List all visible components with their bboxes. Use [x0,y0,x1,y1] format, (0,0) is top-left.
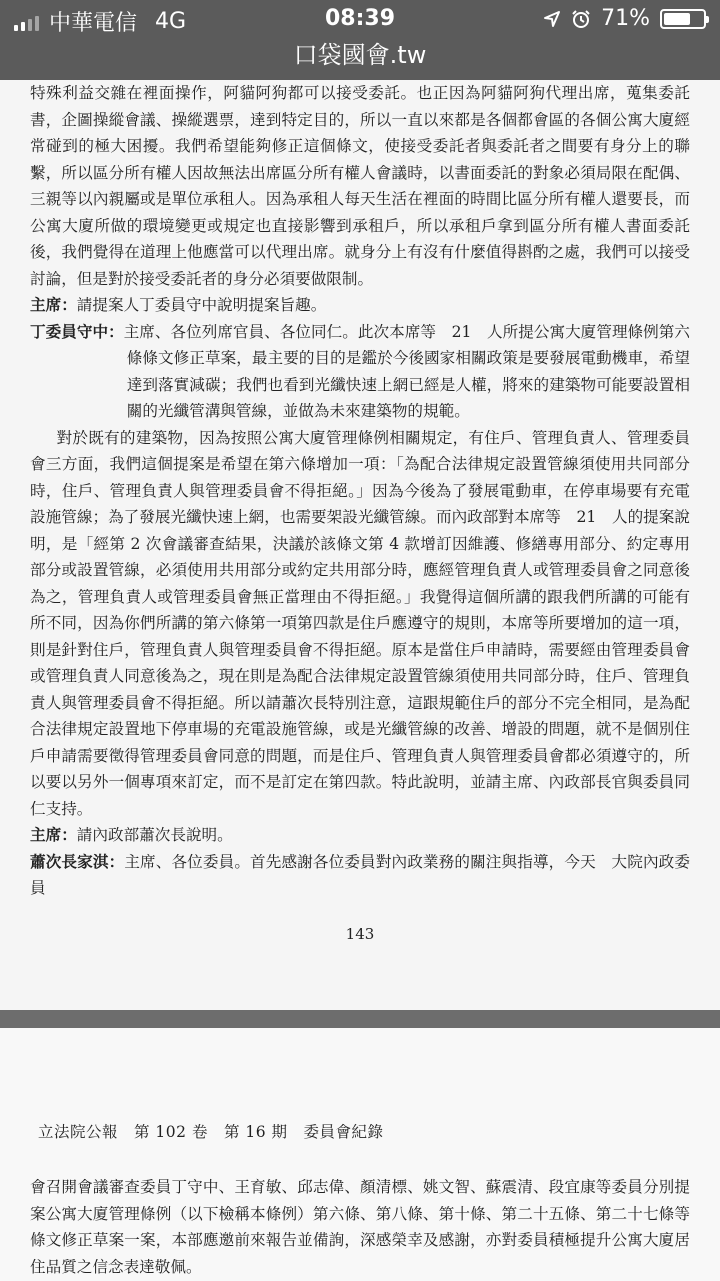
network-type: 4G [155,9,187,34]
carrier-name: 中華電信 [49,11,138,36]
paragraph-text: 請提案人丁委員守中說明提案旨趣。 [76,296,327,314]
page-number: 143 [345,925,375,943]
speaker-paragraph-chair [30,292,690,319]
paragraph-body [30,425,690,823]
status-right [543,6,706,31]
paragraph-text: 請內政部蕭次長說明。 [76,826,233,844]
battery-icon [660,9,706,29]
paragraph-text: 主席、各位列席官員、各位同仁。此次本席等 21 人所提公寓大廈管理條例第六條條文修正草案，最主要的目的是鑑於今後國家相關政策是要發展電動機車，希望達到落實減碳；我們也看到光纖快速上網已經是人權，將來的建築物可能要設置相關的光纖管溝與管線，並做為未來建築物的規範。 [123,322,690,420]
clock: 08:39 [324,6,396,31]
status-bar [0,0,720,38]
speaker-paragraph-ding [30,319,690,425]
speaker-label: 主席： [30,295,77,314]
speaker-label: 主席： [30,825,77,844]
speaker-label: 丁委員守中： [30,321,124,341]
location-arrow-icon [543,10,561,28]
speaker-paragraph-chair-2 [30,822,690,849]
document-body [30,80,690,902]
document-page-next [0,1028,720,1281]
paragraph-text: 特殊利益交雜在裡面操作，阿貓阿狗都可以接受委託。也正因為阿貓阿狗代理出席，蒐集委託書，企圖操縱會議、操縱選票，達到特定目的，所以一直以來都是各個都會區的各個公寓大廈經常碰到的極大困擾。我們希望能夠修正這個條文，使接受委託者與委託者之間要有身分上的聯繫，所以區分所有權人因故無法出席區分所有權人會議時，以書面委託的對象必須局限在配偶、三親等以內親屬或是單位承租人。因為承租人每天生活在裡面的時間比區分所有權人還要長，而公寓大廈所做的環境變更或規定也直接影響到承租戶，所以承租戶拿到區分所有權人書面委託後，我們覺得在道理上他應當可以代理出席。就身分上有沒有什麼值得斟酌之處，我們可以接受討論，但是對於接受委託者的身分必須要做限制。 [30,84,690,288]
document-body-2 [30,1174,690,1280]
url-bar[interactable] [0,38,720,80]
battery-percent: 71% [601,6,650,31]
battery-fill [664,13,690,25]
speaker-paragraph-hsiao [30,849,690,902]
alarm-clock-icon [571,9,591,29]
speaker-label: 蕭次長家淇： [30,851,125,871]
paragraph-text: 主席、各位委員。首先感謝各位委員對內政業務的關注與指導，今天 大院內政委員 [30,852,690,897]
site-title: 口袋國會.tw [293,41,427,69]
document-page-143 [0,80,720,1010]
gazette-header: 立法院公報 第 102 卷 第 16 期 委員會紀錄 [38,1123,384,1141]
page-divider [0,1010,720,1028]
paragraph-text: 會召開會議審查委員丁守中、王育敏、邱志偉、顏清標、姚文智、蘇震清、段宜康等委員分別提案公寓大廈管理條例（以下檢稱本條例）第六條、第八條、第十條、第二十五條、第二十七條等條文修正草案一案，本部應邀前來報告並備詢，深感榮幸及感謝，亦對委員積極提升公寓大廈居住品質之信念表達敬佩。 [30,1178,690,1276]
paragraph-continued [30,80,690,292]
paragraph-text: 對於既有的建築物，因為按照公寓大廈管理條例相關規定，有住戶、管理負責人、管理委員會三方面，我們這個提案是希望在第六條增加一項：「為配合法律規定設置管線須使用共同部分時，住戶、管理負責人與管理委員會不得拒絕。」因為今後為了發展電動車，在停車場要有充電設施管線；為了發展光纖快速上網，也需要架設光纖管線。而內政部對本席等 21 人的提案說明，是「經第 2 次會議審查結果，決議於該條文第 4 款增訂因維護、修繕專用部分、約定專用部分或設置管線，必須使用共用部分或約定共用部分時，應經管理負責人或管理委員會之同意後為之，管理負責人或管理委員會無正當理由不得拒絕。」我覺得這個所講的跟我們所講的可能有所不同，因為你們所講的第六條第一項第四款是住戶應遵守的規則，本席等所要增加的這一項，則是針對住戶，管理負責人與管理委員會不得拒絕。原本是當住戶申請時，需要經由管理委員會或管理負責人同意後為之，現在則是為配合法律規定設置管線須使用共同部分時，住戶、管理負責人與管理委員會不得拒絕。所以請蕭次長特別注意，這跟規範住戶的部分不完全相同，是為配合法律規定設置地下停車場的充電設施管線，或是光纖管線的改善、增設的問題，就不是個別住戶申請需要徵得管理委員會同意的問題，而是住戶、管理負責人與管理委員會都必須遵守的，所以要以另外一個專項來訂定，而不是訂定在第四款。特此說明，並請主席、內政部長官與委員同仁支持。 [30,428,690,818]
